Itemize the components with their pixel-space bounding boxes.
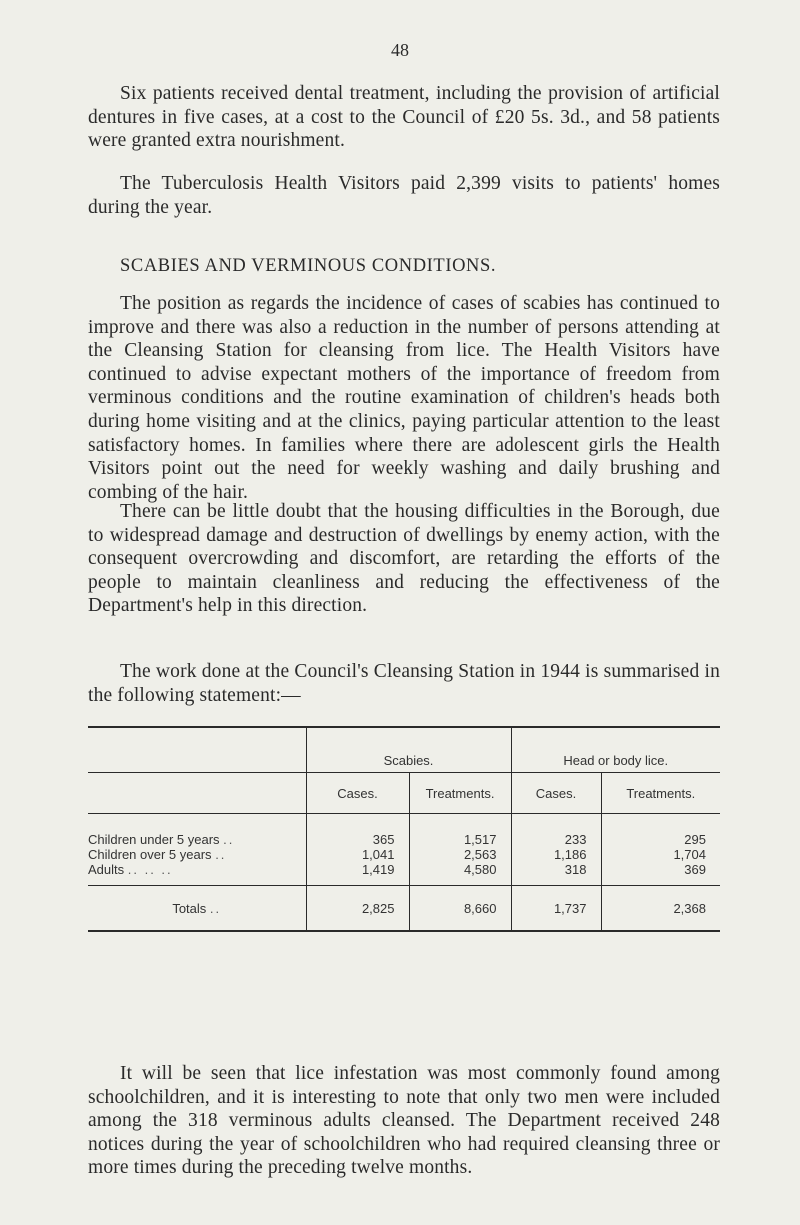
header-scabies: Scabies. <box>306 728 511 773</box>
totals-cell: 2,825 <box>306 886 409 931</box>
header-lice-treatments: Treatments. <box>601 773 720 814</box>
paragraph-tuberculosis: The Tuberculosis Health Visitors paid 2,399 visits to patients' homes during the year. <box>88 173 720 218</box>
totals-label: Totals <box>172 900 207 916</box>
table-cell: 4,580 <box>409 862 511 886</box>
table-cell: 1,419 <box>306 862 409 886</box>
table-cell: 1,186 <box>511 847 601 862</box>
table-cell: 365 <box>306 832 409 847</box>
row-label: Adults <box>88 862 125 877</box>
table-cell: 1,041 <box>306 847 409 862</box>
totals-cell: 8,660 <box>409 886 511 931</box>
paragraph-housing: There can be little doubt that the housing difficulties in the Borough, due to widespread damage and destruction of dwellings by enemy action, with the consequent overcrowding and discomfort, are retarding the efforts of the people to maintain cleanliness and reducing the effectiveness of the Department's help in this direction. <box>88 501 720 617</box>
table-cell: 369 <box>601 862 720 886</box>
page-number: 48 <box>391 40 409 60</box>
table-row <box>88 847 720 862</box>
paragraph-statement-intro: The work done at the Council's Cleansing Station in 1944 is summarised in the following statement:— <box>88 661 720 706</box>
row-label: Children over 5 years <box>88 847 212 862</box>
row-label: Children under 5 years <box>88 832 220 847</box>
leader-dots: .. <box>215 847 227 862</box>
header-lice-cases: Cases. <box>511 773 601 814</box>
leader-dots: .. .. .. <box>127 862 173 877</box>
table-cell: 233 <box>511 832 601 847</box>
header-scabies-cases: Cases. <box>306 773 409 814</box>
leader-dots: .. <box>223 832 235 847</box>
table-row <box>88 832 720 847</box>
table-cell: 1,517 <box>409 832 511 847</box>
header-scabies-treatments: Treatments. <box>409 773 511 814</box>
table-cell: 318 <box>511 862 601 886</box>
paragraph-conclusion: It will be seen that lice infestation was most commonly found among schoolchildren, and it is interesting to note that only two men were included among the 318 verminous adults cleansed. The Department received 248 notices during the year of schoolchildren who had required cleansing three or more times during the preceding twelve months. <box>88 1063 720 1179</box>
table-cell: 295 <box>601 832 720 847</box>
paragraph-scabies: The position as regards the incidence of cases of scabies has continued to improve and there was also a reduction in the number of persons attending at the Cleansing Station for cleansing from lice. The Health Visitors have continued to advise expectant mothers of the importance of freedom from verminous conditions and the routine examination of children's heads both during home visiting and at the clinics, paying particular attention to the least satisfactory homes. In families where there are adolescent girls the Health Visitors point out the need for weekly washing and daily brushing and combing of the hair. <box>88 293 720 503</box>
table-cell: 1,704 <box>601 847 720 862</box>
table-corner <box>88 728 306 773</box>
table-row <box>88 862 720 886</box>
table-cell: 2,563 <box>409 847 511 862</box>
totals-cell: 1,737 <box>511 886 601 931</box>
leader-dots: .. <box>209 900 222 916</box>
header-lice: Head or body lice. <box>511 728 720 773</box>
section-heading: SCABIES AND VERMINOUS CONDITIONS. <box>120 256 497 276</box>
cleansing-station-table <box>88 726 720 932</box>
paragraph-dental: Six patients received dental treatment, including the provision of artificial dentures in five cases, at a cost to the Council of £20 5s. 3d., and 58 patients were granted extra nourishment. <box>88 83 720 152</box>
totals-row <box>88 886 720 931</box>
totals-cell: 2,368 <box>601 886 720 931</box>
